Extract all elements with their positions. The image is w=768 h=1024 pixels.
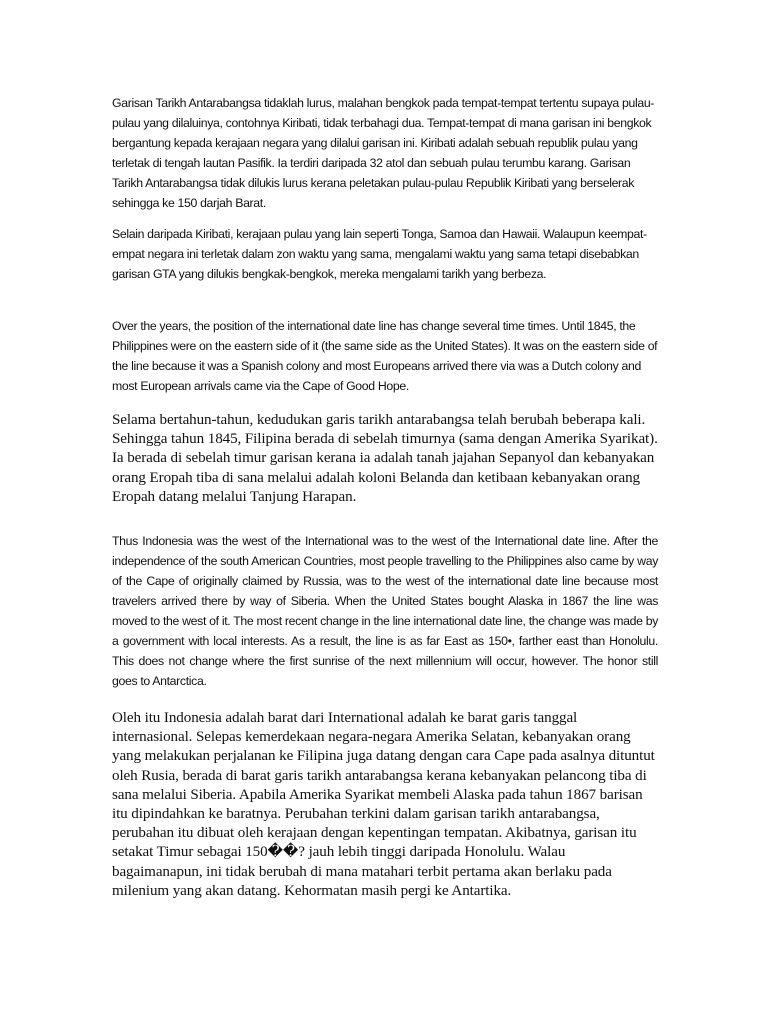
paragraph-malay-translation-indonesia: Oleh itu Indonesia adalah barat dari International adalah ke barat garis tanggal internasional. Selepas kemerdekaan negara-negara Amerika Selatan, kebanyakan orang yang melakukan perjalanan ke Filipina juga datang dengan cara Cape pada asalnya dituntut oleh Rusia, berada di barat garis tarikh antarabangsa kerana kebanyakan pelancong tiba di sana melalui Siberia. Apabila Amerika Syarikat membeli Alaska pada tahun 1867 barisan itu dipindahkan ke baratnya. Perubahan terkini dalam garisan tarikh antarabangsa, perubahan itu dibuat oleh kerajaan dengan kepentingan tempatan. Akibatnya, garisan itu setakat Timur sebagai 150��? jauh lebih tinggi daripada Honolulu. Walau bagaimanapun, ini tidak berubah di mana matahari terbit pertama akan berlaku pada milenium yang akan datang. Kehormatan masih pergi ke Antartika. — [112, 710, 655, 899]
paragraph-malay-translation-philippines: Selama bertahun-tahun, kedudukan garis tarikh antarabangsa telah berubah beberapa kali. Sehingga tahun 1845, Filipina berada di sebelah timurnya (sama dengan Amerika Syarikat). Ia berada di sebelah timur garisan kerana ia adalah tanah jajahan Sepanyol dan kebanyakan orang Eropah tiba di sana melalui adalah koloni Belanda dan ketibaan kebanyakan orang Eropah datang melalui Tanjung Harapan. — [112, 412, 658, 505]
paragraph-malay-date-line-kiribati: Garisan Tarikh Antarabangsa tidaklah lurus, malahan bengkok pada tempat-tempat tertentu supaya pulau-pulau yang dilaluinya, contohnya Kiribati, tidak terbahagi dua. Tempat-tempat di mana garisan ini bengkok bergantung kepada kerajaan negara yang dilalui garisan ini. Kiribati adalah sebuah republik pulau yang terletak di tengah lautan Pasifik. Ia terdiri daripada 32 atol dan sebuah pulau terumbu karang. Garisan Tarikh Antarabangsa tidak dilukis lurus kerana peletakan pulau-pulau Republik Kiribati yang berselerak sehingga ke 150 darjah Barat. — [112, 96, 655, 210]
paragraph-english-indonesia-alaska: Thus Indonesia was the west of the International was to the west of the International date line. After the independence of the south American Countries, most people travelling to the Philippines also came by way of the Cape of originally claimed by Russia, was to the west of the international date line because most travelers arrived there by way of Siberia. When the United States bought Alaska in 1867 the line was moved to the west of it. The most recent change in the line international date line, the change was made by a government with local interests. As a result, the line is as far East as 150•, farther east than Honolulu. This does not change where the first sunrise of the next millennium will occur, however. The honor still goes to Antarctica. — [112, 534, 658, 688]
paragraph-malay-island-nations: Selain daripada Kiribati, kerajaan pulau yang lain seperti Tonga, Samoa dan Hawaii. Walaupun keempat-empat negara ini terletak dalam zon waktu yang sama, mengalami waktu yang sama tetapi disebabkan garisan GTA yang dilukis bengkak-bengkok, mereka mengalami tarikh yang berbeza. — [112, 227, 647, 281]
paragraph-english-philippines-history: Over the years, the position of the international date line has change several time times. Until 1845, the Philippines were on the eastern side of it (the same side as the United States). It was on the eastern side of the line because it was a Spanish colony and most Europeans arrived there via was a Dutch colony and most European arrivals came via the Cape of Good Hope. — [112, 319, 658, 393]
